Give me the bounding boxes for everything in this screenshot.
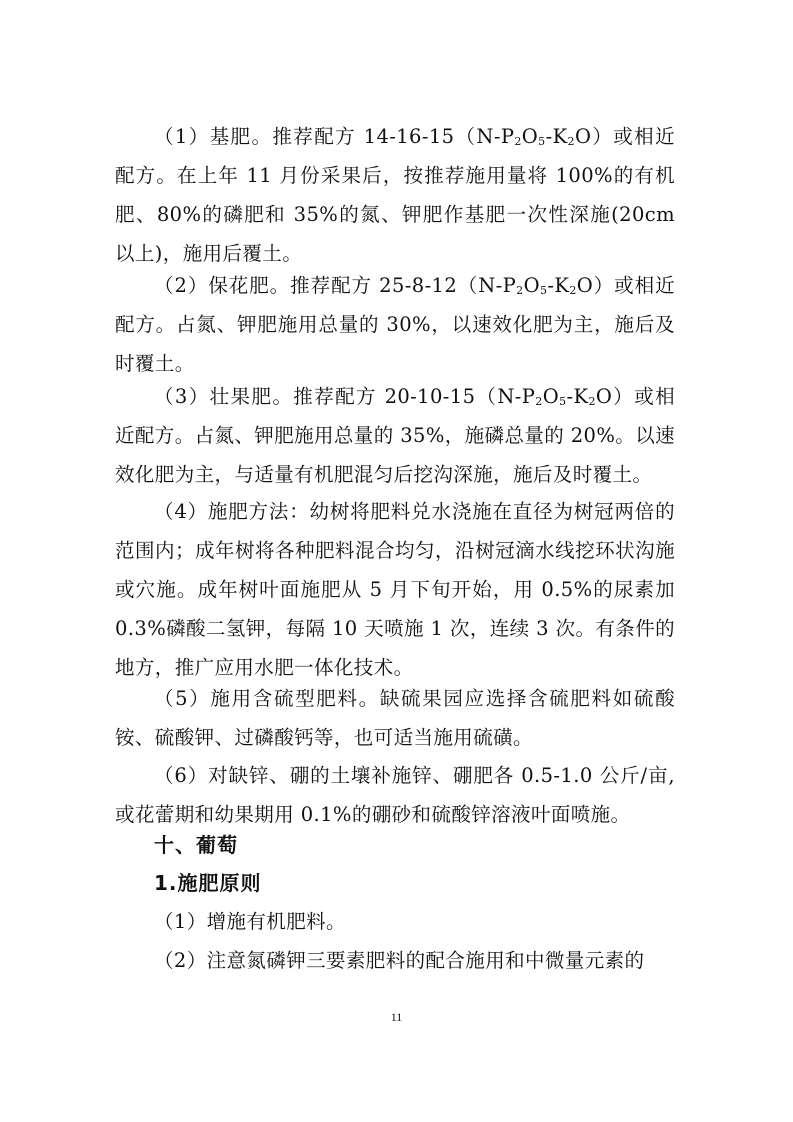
paragraph-base-fertilizer: （1）基肥。推荐配方 $14-16-15(N-P_2O_5-K_2O)$或相近配方。在上年 11 月份采果后，按推荐施用量将 100%的有机肥、80%的磷肥和 35%的氮、钾肥作基肥一次性深施(20cm 以上)，施用后覆土。: [115, 125, 675, 265]
subsection-heading: 1.施肥原则: [154, 871, 262, 895]
principle-item: （1）增施有机肥料。: [154, 910, 346, 933]
page-number: 11: [390, 1010, 403, 1024]
section-heading: 十、葡萄: [154, 833, 238, 857]
principle-item: （2）注意氮磷钾三要素肥料的配合施用和中微量元素的: [154, 949, 645, 972]
paragraph-sulfur-fertilizer: （5）施用含硫型肥料。缺硫果园应选择含硫肥料如硫酸铵、硫酸钾、过磷酸钙等，也可适当施用硫磺。: [115, 687, 675, 749]
paragraph-flower-fertilizer: （2）保花肥。推荐配方 $25-8-12(N-P_2O_5-K_2O)$或相近配方。占氮、钾肥施用总量的 30%，以速效化肥为主，施后及时覆土。: [115, 274, 675, 375]
paragraph-zinc-boron: （6）对缺锌、硼的土壤补施锌、硼肥各 0.5-1.0 公斤/亩,或花蕾期和幼果期用 0.1%的硼砂和硫酸锌溶液叶面喷施。: [115, 764, 675, 826]
paragraph-fruit-fertilizer: （3）壮果肥。推荐配方 $20-10-15(N-P_2O_5-K_2O)$或相近配方。占氮、钾肥施用总量的 35%，施磷总量的 20%。以速效化肥为主，与适量有机肥混匀后挖沟深施，施后及时覆土。: [115, 385, 676, 486]
paragraph-fertilizing-method: （4）施肥方法：幼树将肥料兑水浇施在直径为树冠两倍的范围内；成年树将各种肥料混合均匀，沿树冠滴水线挖环状沟施或穴施。成年树叶面施肥从 5 月下旬开始，用 0.5%的尿素加 0.3%磷酸二氢钾，每隔 10 天喷施 1 次，连续 3 次。有条件的地方，推广应用水肥一体化技术。: [115, 500, 675, 679]
